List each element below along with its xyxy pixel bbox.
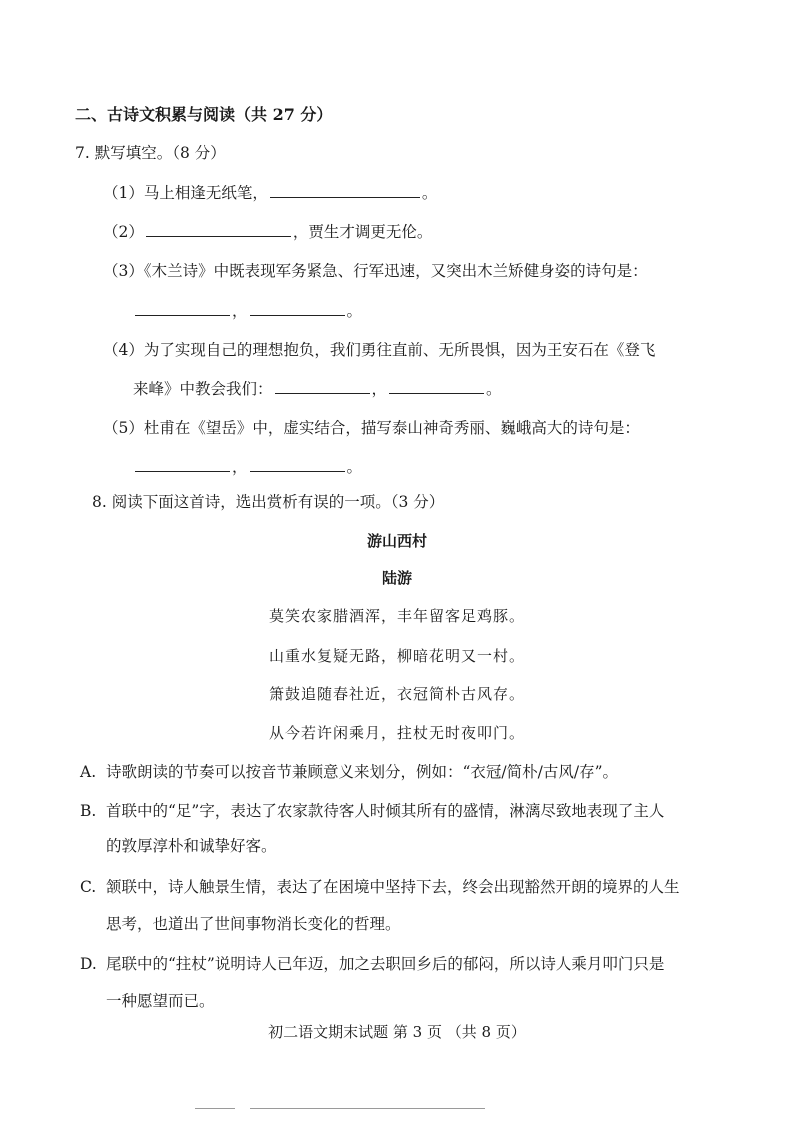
end-mark: 。 bbox=[486, 380, 502, 398]
option-b-text: 首联中的“足”字，表达了农家款待客人时倾其所有的盛情，淋漓尽致地表现了主人 bbox=[106, 802, 665, 820]
answer-blank[interactable] bbox=[389, 379, 484, 394]
answer-blank[interactable] bbox=[275, 379, 370, 394]
q7-item-5-answers bbox=[133, 455, 362, 477]
poem-author: 陆游 bbox=[381, 569, 412, 587]
answer-blank[interactable] bbox=[146, 222, 291, 237]
q7-item-4-prefix: 来峰》中教会我们： bbox=[133, 380, 273, 398]
q7-item-4-line2 bbox=[133, 377, 502, 399]
question-8-title: 8. 阅读下面这首诗，选出赏析有误的一项。（3 分） bbox=[92, 493, 445, 511]
option-c[interactable] bbox=[80, 875, 680, 897]
option-c-text: 颔联中，诗人触景生情，表达了在困境中坚持下去，终会出现豁然开朗的境界的人生 bbox=[106, 878, 680, 896]
option-b-label: B. bbox=[80, 802, 97, 820]
separator: ， bbox=[232, 302, 248, 320]
answer-blank[interactable] bbox=[135, 301, 230, 316]
section-title: 二、古诗文积累与阅读（共 27 分） bbox=[75, 105, 333, 124]
q7-item-2-suffix: ，贾生才调更无伦。 bbox=[292, 223, 433, 241]
page-footer: 初二语文期末试题 第 3 页 （共 8 页） bbox=[268, 1023, 526, 1041]
option-a[interactable] bbox=[80, 760, 618, 782]
option-d-label: D. bbox=[80, 955, 97, 973]
option-d[interactable] bbox=[80, 952, 664, 974]
q7-item-3-text: （3）《木兰诗》中既表现军务紧急、行军迅速，又突出木兰矫健身姿的诗句是： bbox=[103, 262, 648, 280]
option-a-text: 诗歌朗读的节奏可以按音节兼顾意义来划分，例如：“衣冠/简朴/古风/存”。 bbox=[106, 763, 619, 781]
option-c-continued: 思考，也道出了世间事物消长变化的哲理。 bbox=[106, 915, 401, 933]
scan-artifact bbox=[250, 1108, 485, 1109]
q7-item-2-prefix: （2） bbox=[103, 223, 144, 241]
question-7-title: 7. 默写填空。（8 分） bbox=[75, 144, 226, 162]
q7-item-1-prefix: （1）马上相逢无纸笔， bbox=[103, 184, 268, 202]
poem-line: 箫鼓追随春社近，衣冠简朴古风存。 bbox=[268, 685, 525, 703]
option-d-text: 尾联中的“拄杖”说明诗人已年迈，加之去职回乡后的郁闷，所以诗人乘月叩门只是 bbox=[106, 955, 665, 973]
poem-line: 从今若许闲乘月，拄杖无时夜叩门。 bbox=[268, 724, 525, 742]
q7-item-1-suffix: 。 bbox=[421, 184, 438, 202]
answer-blank[interactable] bbox=[135, 457, 230, 472]
q7-item-2 bbox=[103, 220, 432, 242]
answer-blank[interactable] bbox=[270, 183, 420, 198]
option-c-label: C. bbox=[80, 878, 97, 896]
q7-item-5-text: （5）杜甫在《望岳》中，虚实结合，描写泰山神奇秀丽、巍峨高大的诗句是： bbox=[103, 419, 640, 437]
separator: ， bbox=[371, 380, 388, 398]
end-mark: 。 bbox=[346, 302, 363, 320]
q7-item-1 bbox=[103, 181, 437, 203]
scan-artifact bbox=[195, 1108, 235, 1109]
separator: ， bbox=[232, 458, 248, 476]
end-mark: 。 bbox=[346, 458, 363, 476]
option-b[interactable] bbox=[80, 799, 664, 821]
option-a-label: A. bbox=[80, 763, 97, 781]
option-b-continued: 的敦厚淳朴和诚挚好客。 bbox=[106, 837, 277, 855]
answer-blank[interactable] bbox=[250, 301, 345, 316]
answer-blank[interactable] bbox=[250, 457, 345, 472]
poem-line: 山重水复疑无路，柳暗花明又一村。 bbox=[268, 647, 525, 665]
q7-item-3-answers bbox=[133, 299, 362, 321]
q7-item-4-line1: （4）为了实现自己的理想抱负，我们勇往直前、无所畏惧，因为王安石在《登飞 bbox=[103, 341, 656, 359]
option-d-continued: 一种愿望而已。 bbox=[106, 992, 215, 1010]
poem-line: 莫笑农家腊酒浑，丰年留客足鸡豚。 bbox=[268, 607, 525, 625]
poem-title: 游山西村 bbox=[366, 532, 427, 550]
